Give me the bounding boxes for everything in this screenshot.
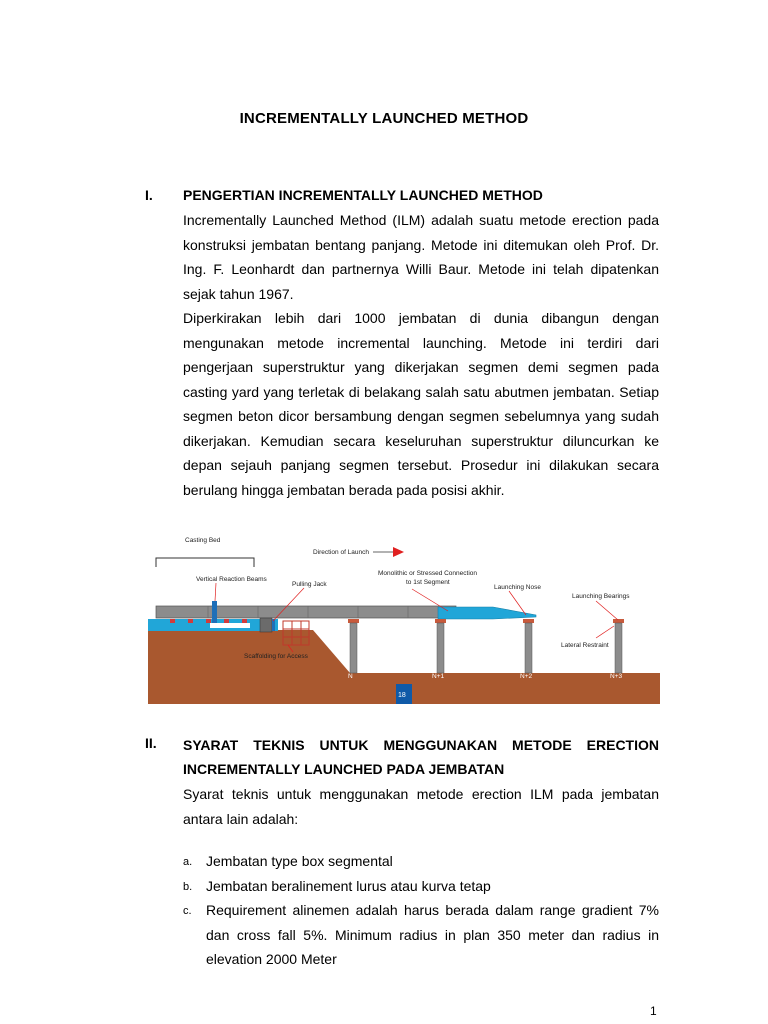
pier-n bbox=[348, 619, 359, 673]
list-item-text: Requirement alinemen adalah harus berada dalam range gradient 7% dan cross fall 5%. Minimum radius in plan 350 meter dan radius in elevation 2000 Meter bbox=[206, 902, 659, 967]
label-casting-bed: Casting Bed bbox=[185, 537, 221, 544]
label-launching-bearings: Launching Bearings bbox=[572, 593, 630, 600]
section-1-number: I. bbox=[145, 187, 153, 203]
label-pier-n: N bbox=[348, 673, 353, 680]
direction-arrow bbox=[393, 547, 404, 557]
label-scaffolding: Scaffolding for Access bbox=[244, 653, 308, 660]
section-1-heading: PENGERTIAN INCREMENTALLY LAUNCHED METHOD bbox=[183, 187, 543, 203]
label-pier-n3: N+3 bbox=[610, 673, 623, 680]
label-monolithic-2: to 1st Segment bbox=[406, 579, 450, 586]
section-1-paragraph-2: Diperkirakan lebih dari 1000 jembatan di dunia dibangun dengan mengunakan metode incremental launching. Metode ini terdiri dari pengerjaan superstruktur yang dikerjakan segmen demi segmen pada casting yard yang terletak di belakang salah satu abutmen jembatan. Setiap segmen beton dicor bersambung dengan segmen sebelumnya yang sudah dikerjakan. Kemudian secara keseluruhan superstruktur diluncurkan ke depan sejauh panjang segmen tersebut. Prosedur ini dilakukan secara berulang hingga jembatan berada pada posisi akhir. bbox=[183, 310, 659, 498]
list-item bbox=[183, 898, 659, 972]
list-marker: a. bbox=[183, 856, 193, 868]
requirements-list bbox=[183, 849, 659, 972]
pulling-jack bbox=[260, 618, 272, 632]
label-pier-n1: N+1 bbox=[432, 673, 445, 680]
figure-badge-text: 18 bbox=[398, 692, 406, 699]
bridge-girder bbox=[156, 606, 456, 618]
label-pulling-jack: Pulling Jack bbox=[292, 581, 327, 588]
label-lateral-restraint: Lateral Restraint bbox=[561, 642, 609, 649]
label-vertical-beams: Vertical Reaction Beams bbox=[196, 576, 267, 583]
ilm-diagram-figure bbox=[148, 531, 660, 707]
pier-n3 bbox=[613, 619, 624, 673]
ilm-diagram bbox=[148, 531, 660, 707]
list-item bbox=[183, 874, 659, 899]
list-item bbox=[183, 849, 659, 874]
pier-n2 bbox=[523, 619, 534, 673]
section-1-paragraph-1: Incrementally Launched Method (ILM) adalah suatu metode erection pada konstruksi jembatan bentang panjang. Metode ini ditemukan oleh Prof. Dr. Ing. F. Leonhardt dan partnernya Willi Baur. Metode ini telah dipatenkan sejak tahun 1967. bbox=[183, 212, 659, 302]
section-2-number: II. bbox=[145, 735, 157, 751]
list-marker: c. bbox=[183, 905, 192, 917]
document-title: INCREMENTALLY LAUNCHED METHOD bbox=[239, 110, 529, 127]
label-launching-nose: Launching Nose bbox=[494, 584, 541, 591]
section-2-heading bbox=[183, 733, 659, 781]
section-2-intro: Syarat teknis untuk menggunakan metode erection ILM pada jembatan antara lain adalah: bbox=[183, 786, 659, 827]
casting-bed-bracket bbox=[156, 558, 254, 567]
list-item-text: Jembatan beralinement lurus atau kurva tetap bbox=[206, 877, 491, 894]
label-monolithic-1: Monolithic or Stressed Connection bbox=[378, 570, 477, 577]
page-number: 1 bbox=[650, 1004, 657, 1018]
section-2-heading-line-1: SYARAT TEKNIS UNTUK MENGGUNAKAN METODE ERECTION bbox=[183, 737, 659, 753]
label-direction: Direction of Launch bbox=[313, 549, 370, 556]
vertical-reaction-beam bbox=[212, 601, 217, 623]
label-pier-n2: N+2 bbox=[520, 673, 533, 680]
pier-n1 bbox=[435, 619, 446, 673]
list-marker: b. bbox=[183, 880, 193, 893]
list-item-text: Jembatan type box segmental bbox=[206, 853, 393, 869]
section-2-heading-line-2: INCREMENTALLY LAUNCHED PADA JEMBATAN bbox=[183, 761, 505, 777]
